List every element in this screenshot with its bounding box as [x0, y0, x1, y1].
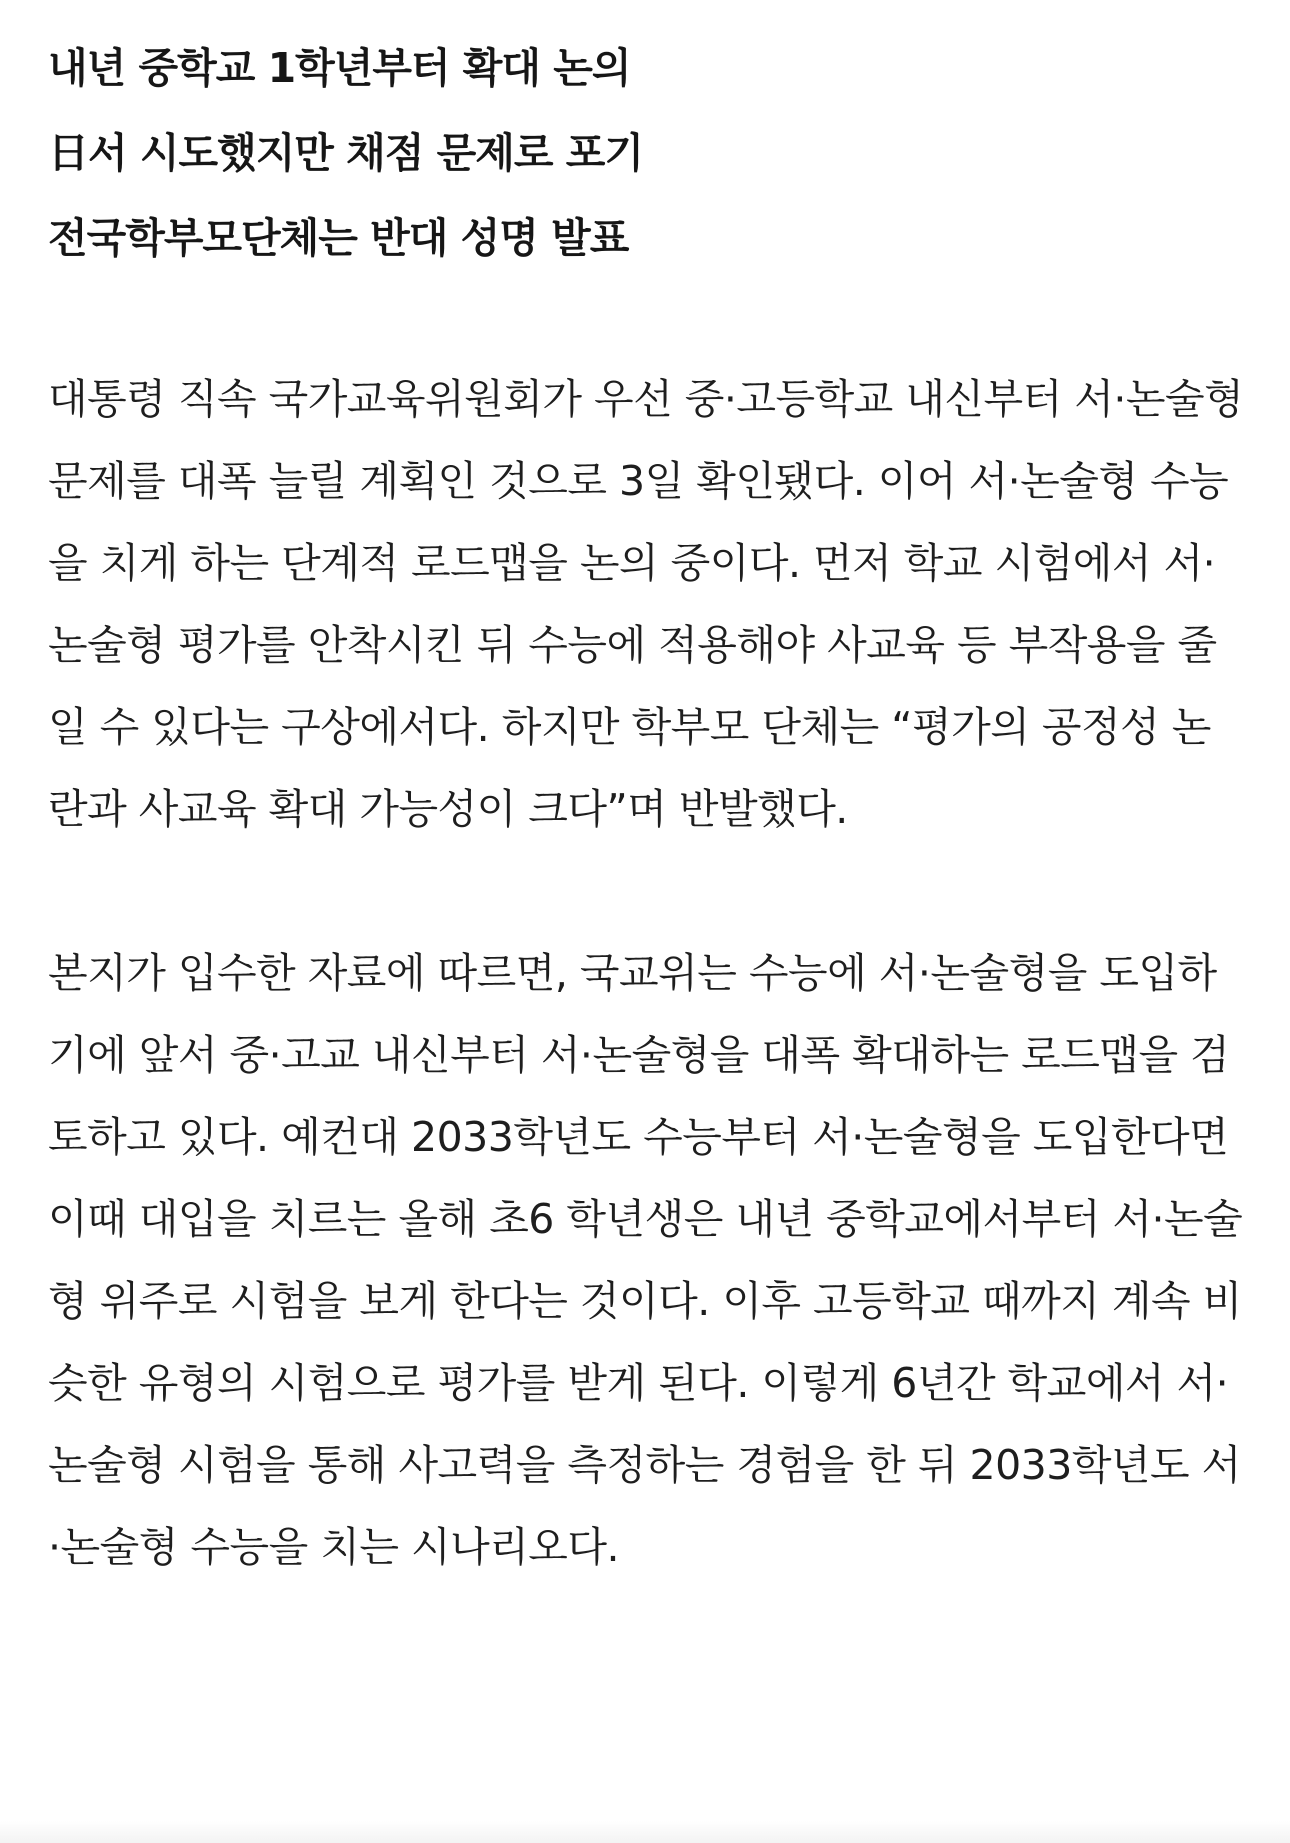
- subheadline-2: 日서 시도했지만 채점 문제로 포기: [48, 129, 643, 177]
- subheadline-block: [48, 26, 1248, 281]
- article-body: [48, 26, 1248, 1588]
- bottom-fade: [0, 1821, 1290, 1843]
- paragraph-2: 본지가 입수한 자료에 따르면, 국교위는 수능에 서·논술형을 도입하기에 앞서 중·고교 내신부터 서·논술형을 대폭 확대하는 로드맵을 검토하고 있다. 예컨대 2033학년도 수능부터 서·논술형을 도입한다면 이때 대입을 치르는 올해 초6 학년생은 내년 중학교에서부터 서·논술형 위주로 시험을 보게 한다는 것이다. 이후 고등학교 때까지 계속 비슷한 유형의 시험으로 평가를 받게 된다. 이렇게 6년간 학교에서 서·논술형 시험을 통해 사고력을 측정하는 경험을 한 뒤 2033학년도 서·논술형 수능을 치는 시나리오다.: [48, 949, 1243, 1571]
- subheadline-1: 내년 중학교 1학년부터 확대 논의: [48, 44, 631, 92]
- paragraph-1: 대통령 직속 국가교육위원회가 우선 중·고등학교 내신부터 서·논술형 문제를 대폭 늘릴 계획인 것으로 3일 확인됐다. 이어 서·논술형 수능을 치게 하는 단계적 로드맵을 논의 중이다. 먼저 학교 시험에서 서·논술형 평가를 안착시킨 뒤 수능에 적용해야 사교육 등 부작용을 줄일 수 있다는 구상에서다. 하지만 학부모 단체는 “평가의 공정성 논란과 사교육 확대 가능성이 크다”며 반발했다.: [48, 375, 1244, 833]
- subheadline-3: 전국학부모단체는 반대 성명 발표: [48, 214, 629, 262]
